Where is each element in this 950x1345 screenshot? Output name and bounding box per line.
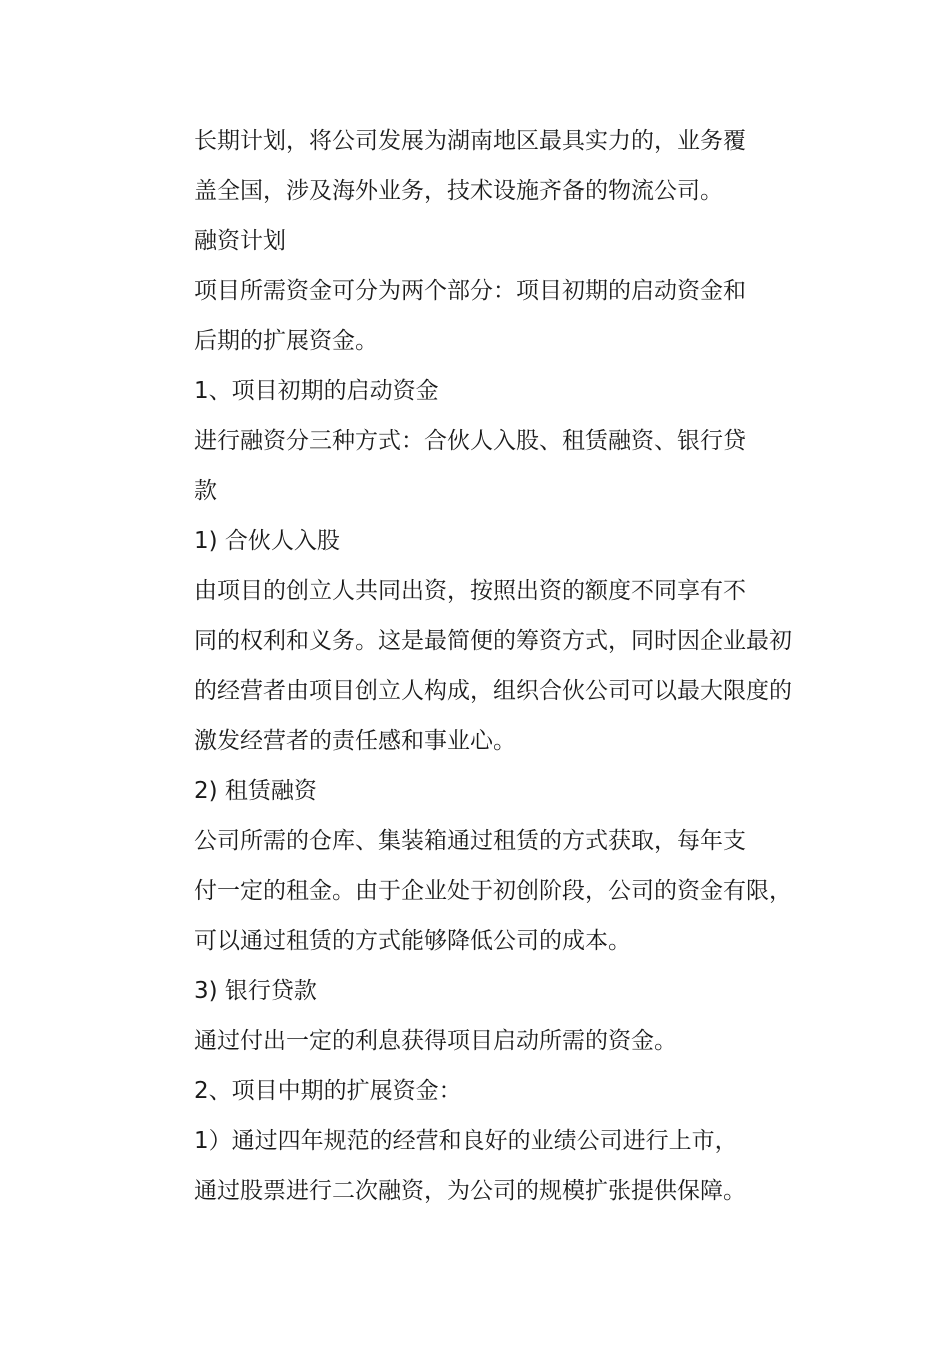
text-line: 的经营者由项目创立人构成，组织合伙公司可以最大限度的	[194, 678, 792, 704]
text-line: 盖全国，涉及海外业务，技术设施齐备的物流公司。	[194, 178, 723, 204]
text-line: 融资计划	[194, 228, 286, 254]
heading-lease-financing	[145, 766, 745, 816]
text-line: 进行融资分三种方式：合伙人入股、租赁融资、银行贷	[194, 428, 746, 454]
text-line: 后期的扩展资金。	[194, 328, 378, 354]
text-line: 款	[194, 478, 217, 504]
text-line: 1、项目初期的启动资金	[194, 378, 439, 404]
text-line: 2) 租赁融资	[194, 778, 317, 804]
text-line: 2、项目中期的扩展资金：	[194, 1078, 462, 1104]
text-line: 付一定的租金。由于企业处于初创阶段，公司的资金有限，	[194, 878, 792, 904]
heading-bank-loan	[145, 966, 745, 1016]
heading-financing-plan	[145, 216, 745, 266]
text-line: 1) 合伙人入股	[194, 528, 340, 554]
paragraph-funding-overview	[145, 266, 745, 366]
paragraph-long-term-plan	[145, 116, 745, 216]
text-line: 长期计划，将公司发展为湖南地区最具实力的，业务覆	[194, 128, 746, 154]
text-line: 通过股票进行二次融资，为公司的规模扩张提供保障。	[194, 1178, 746, 1204]
text-line: 可以通过租赁的方式能够降低公司的成本。	[194, 928, 631, 954]
text-line: 1）通过四年规范的经营和良好的业绩公司进行上市，	[194, 1128, 738, 1154]
paragraph-ipo-plan	[145, 1116, 745, 1216]
heading-startup-funds	[145, 366, 745, 416]
text-line: 公司所需的仓库、集装箱通过租赁的方式获取，每年支	[194, 828, 746, 854]
text-line: 通过付出一定的利息获得项目启动所需的资金。	[194, 1028, 677, 1054]
paragraph-partner-equity	[145, 566, 792, 766]
text-line: 激发经营者的责任感和事业心。	[194, 728, 516, 754]
paragraph-bank-loan	[145, 1016, 745, 1066]
text-line: 3) 银行贷款	[194, 978, 317, 1004]
paragraph-financing-methods	[145, 416, 745, 516]
document-body	[145, 116, 792, 1216]
heading-partner-equity	[145, 516, 745, 566]
text-line: 项目所需资金可分为两个部分：项目初期的启动资金和	[194, 278, 746, 304]
paragraph-lease-financing	[145, 816, 792, 966]
heading-expansion-funds	[145, 1066, 745, 1116]
text-line: 同的权利和义务。这是最简便的筹资方式，同时因企业最初	[194, 628, 792, 654]
text-line: 由项目的创立人共同出资，按照出资的额度不同享有不	[194, 578, 746, 604]
